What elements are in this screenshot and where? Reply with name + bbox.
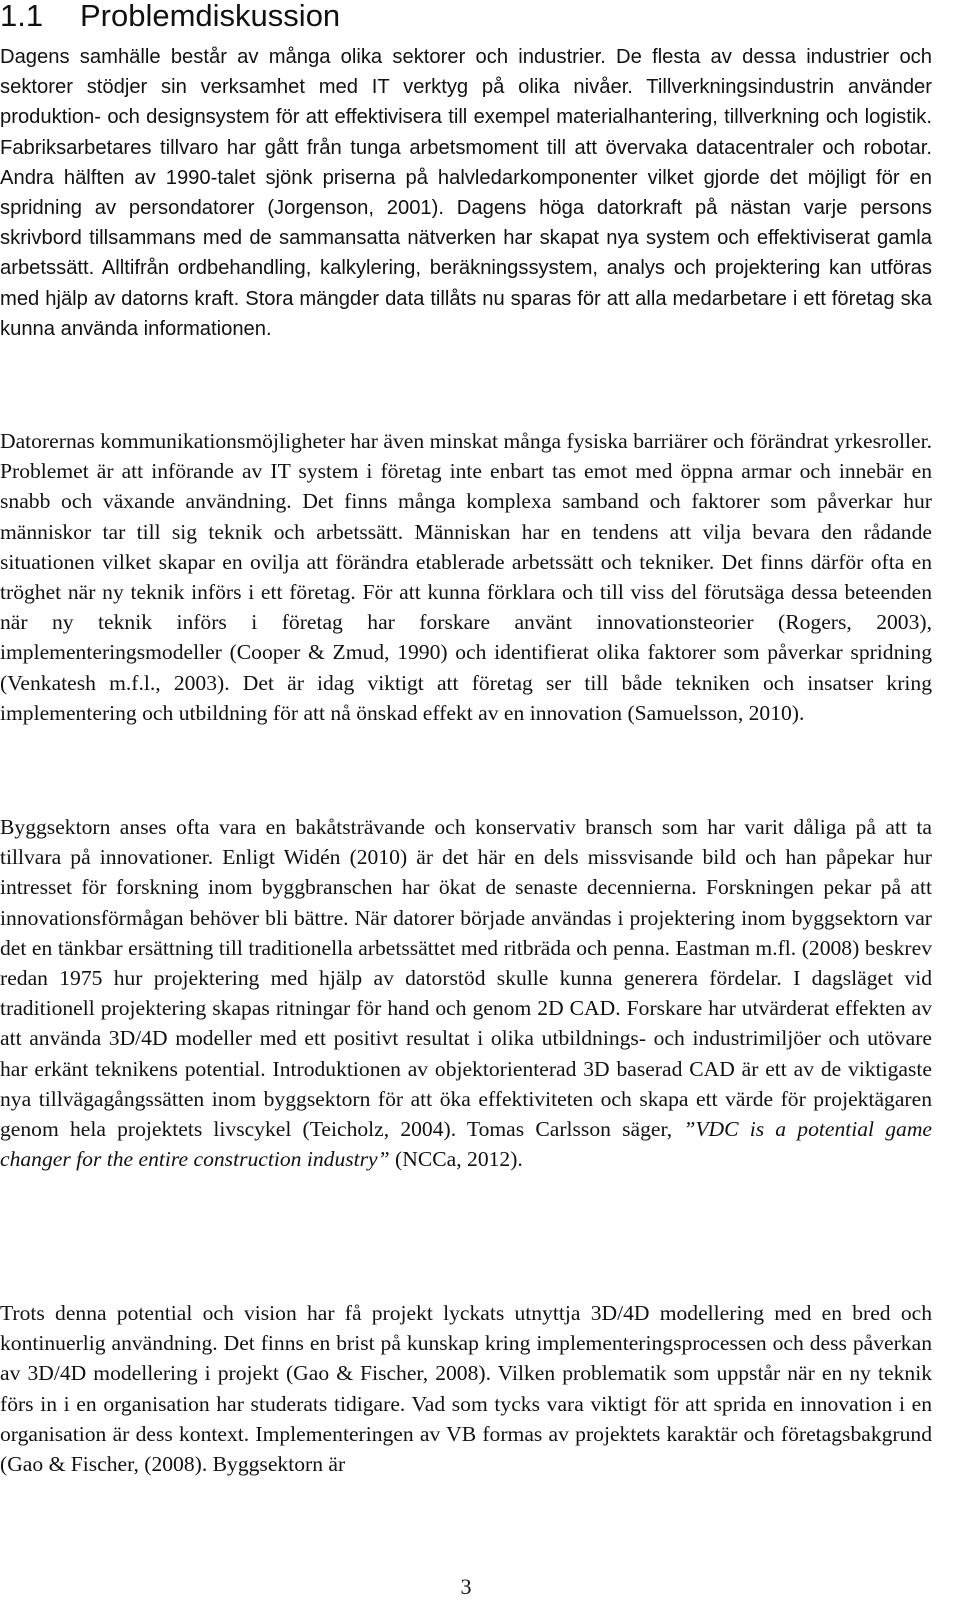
- paragraph-2: Datorernas kommunikationsmöjligheter har även minskat många fysiska barriärer och förändrat yrkesroller. Problemet är att införande av IT system i företag inte enbart tas emot med öppna armar och innebär en snabb och växande användning. Det finns många komplexa samband och faktorer som påverkar hur människor tar till sig teknik och arbetssätt. Människan har en tendens att vilja bevara den rådande situationen vilket skapar en ovilja att förändra etablerade arbetssätt och tekniker. Det finns därför ofta en tröghet när ny teknik införs i ett företag. För att kunna förklara och till viss del förutsäga dessa beteenden när ny teknik införs i företag har forskare använt innovationsteorier (Rogers, 2003), implementeringsmodeller (Cooper & Zmud, 1990) och identifierat olika faktorer som påverkar spridning (Venkatesh m.f.l., 2003). Det är idag viktigt att företag ser till både tekniken och insatser kring implementering och utbildning för att nå önskad effekt av en innovation (Samuelsson, 2010).: [0, 429, 932, 725]
- paragraph-3-citation: (NCCa, 2012).: [389, 1147, 523, 1172]
- paragraph-1: Dagens samhälle består av många olika sektorer och industrier. De flesta av dessa industrier och sektorer stödjer sin verksamhet med IT verktyg på olika nivåer. Tillverkningsindustrin använder produktion- och designsystem för att effektivisera till exempel materialhantering, tillverkning och logistik. Fabriksarbetares tillvaro har gått från tunga arbetsmoment till att övervaka datacentraler och robotar. Andra hälften av 1990-talet sjönk priserna på halvledarkomponenter vilket gjorde det möjligt för en spridning av persondatorer (Jorgenson, 2001). Dagens höga datorkraft på nästan varje persons skrivbord tillsammans med de sammansatta nätverken har skapat nya system och effektiviserat gamla arbetssätt. Alltifrån ordbehandling, kalkylering, beräkningssystem, analys och projektering kan utföras med hjälp av datorns kraft. Stora mängder data tillåts nu sparas för att alla medarbetare i ett företag ska kunna använda informationen.: [0, 46, 932, 340]
- section-heading: [0, 0, 340, 36]
- section-number: 1.1: [0, 0, 44, 33]
- paragraph-3: [0, 812, 932, 1174]
- paragraph-4: Trots denna potential och vision har få projekt lyckats utnyttja 3D/4D modellering med en bred och kontinuerlig användning. Det finns en brist på kunskap kring implementeringsprocessen och dess påverkan av 3D/4D modellering i projekt (Gao & Fischer, 2008). Vilken problematik som uppstår när en ny teknik förs in i en organisation har studerats tidigare. Vad som tycks vara viktigt för att sprida en innovation i en organisation är dess kontext. Implementeringen av VB formas av projektets karaktär och företagsbakgrund (Gao & Fischer, (2008). Byggsektorn är: [0, 1301, 932, 1477]
- page-number: 3: [460, 1574, 472, 1599]
- vdc-quote: ”VDC is a potential game changer for the entire construction industry”: [0, 1117, 932, 1172]
- paragraph-3-text: Byggsektorn anses ofta vara en bakåtsträvande och konservativ bransch som har varit dåliga på att ta tillvara på innovationer. Enligt Widén (2010) är det här en dels missvisande bild och han påpekar hur intresset för forskning inom byggbranschen har ökat de senaste decennierna. Forskningen pekar på att innovationsförmågan behöver bli bättre. När datorer började användas i projektering inom byggsektorn var det en tänkbar ersättning till traditionella arbetssättet med ritbräda och penna. Eastman m.fl. (2008) beskrev redan 1975 hur projektering med hjälp av datorstöd skulle kunna generera fördelar. I dagsläget vid traditionell projektering skapas ritningar för hand och genom 2D CAD. Forskare har utvärderat effekten av att använda 3D/4D modeller med ett positivt resultat i olika utbildnings- och industrimiljöer och utövare har erkänt teknikens potential. Introduktionen av objektorienterad 3D baserad CAD är ett av de viktigaste nya tillvägagångssätten inom byggsektorn för att öka effektiviteten och skapa ett värde för projektägaren genom hela projektets livscykel (Teicholz, 2004). Tomas Carlsson säger,: [0, 815, 932, 1142]
- section-title: Problemdiskussion: [80, 0, 341, 33]
